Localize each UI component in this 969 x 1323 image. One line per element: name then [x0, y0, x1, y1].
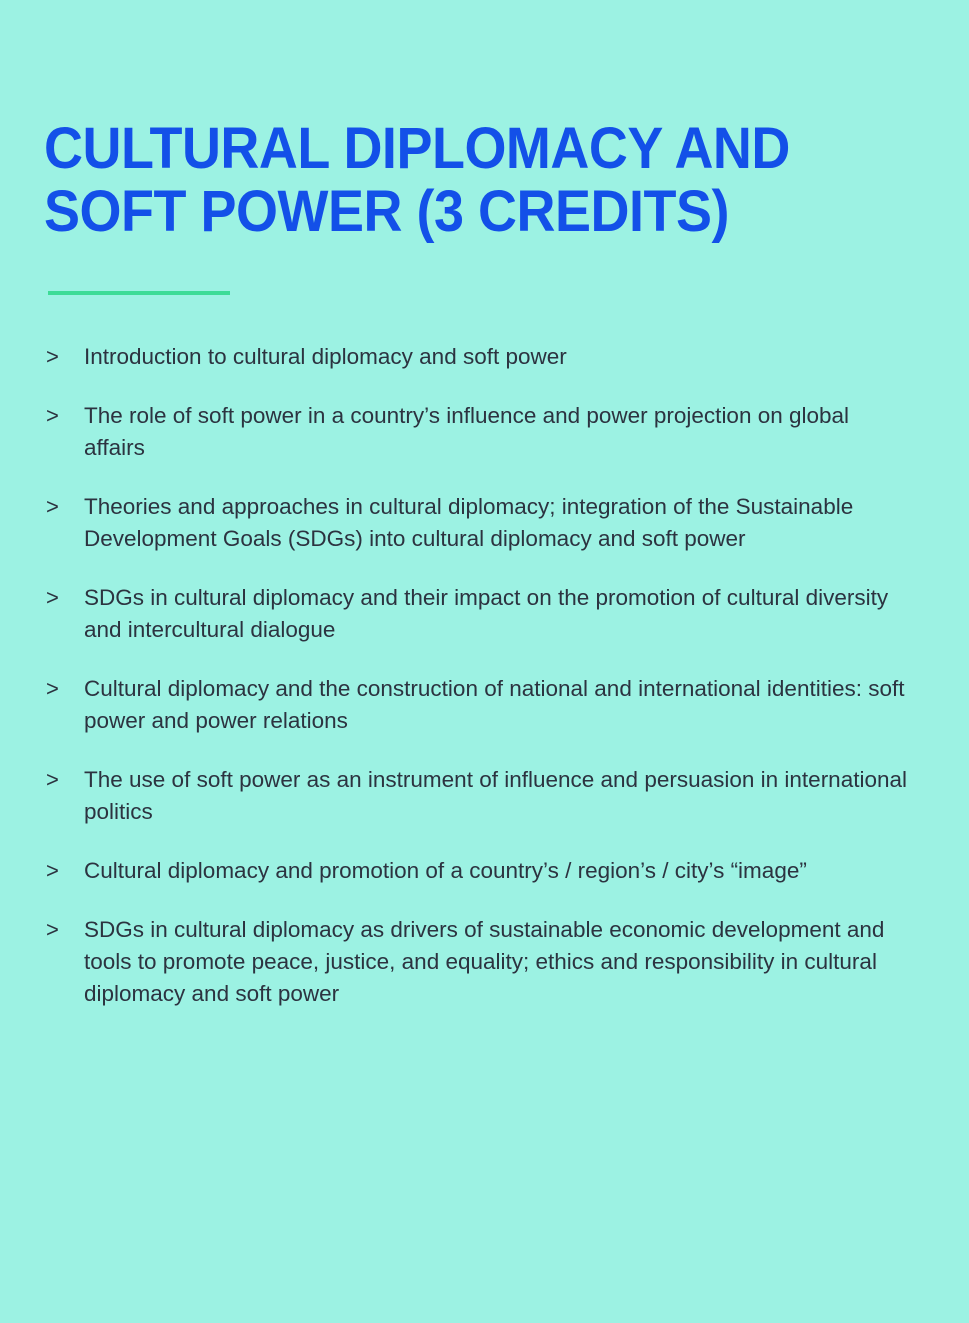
list-item-text: SDGs in cultural diplomacy and their impact on the promotion of cultural diversity and intercultural dialogue [84, 585, 889, 643]
list-item-text: Theories and approaches in cultural diplomacy; integration of the Sustainable Development Goals (SDGs) into cultural diplomacy and soft power [84, 494, 854, 552]
chevron-right-icon: > [46, 767, 59, 793]
list-item [46, 341, 909, 373]
chevron-right-icon: > [46, 858, 59, 884]
list-item [46, 764, 909, 828]
chevron-right-icon: > [46, 494, 59, 520]
list-item-text: Cultural diplomacy and promotion of a country’s / region’s / city’s “image” [84, 858, 807, 884]
list-item-text: Cultural diplomacy and the construction of national and international identities: soft power and power relations [84, 676, 905, 734]
list-item [46, 914, 909, 1010]
list-item [46, 673, 909, 737]
list-item [46, 855, 909, 887]
chevron-right-icon: > [46, 917, 59, 943]
list-item [46, 400, 909, 464]
chevron-right-icon: > [46, 676, 59, 702]
list-item-text: Introduction to cultural diplomacy and soft power [84, 344, 567, 370]
chevron-right-icon: > [46, 344, 59, 370]
list-item-text: SDGs in cultural diplomacy as drivers of sustainable economic development and tools to promote peace, justice, and equality; ethics and responsibility in cultural diplomacy and soft power [84, 917, 885, 1007]
list-item-text: The role of soft power in a country’s influence and power projection on global affairs [84, 403, 850, 461]
chevron-right-icon: > [46, 403, 59, 429]
title-divider [48, 291, 230, 295]
page-title: CULTURAL DIPLOMACY AND SOFT POWER (3 CREDITS) [44, 116, 790, 244]
bullet-list [46, 341, 909, 1010]
list-item-text: The use of soft power as an instrument of influence and persuasion in international politics [84, 767, 907, 825]
list-item [46, 582, 909, 646]
list-item [46, 491, 909, 555]
chevron-right-icon: > [46, 585, 59, 611]
